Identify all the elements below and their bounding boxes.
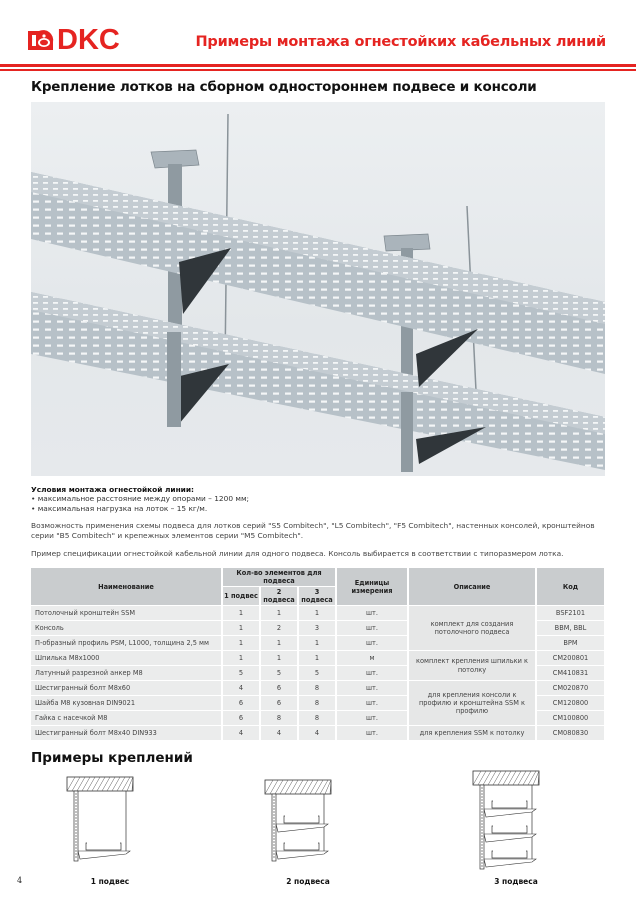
cable-tray	[492, 826, 527, 833]
page-number: 4	[17, 876, 23, 885]
table-row	[31, 651, 604, 665]
cell-name: Шестигранный болт M8x60	[31, 681, 221, 695]
cell-code: CM100800	[537, 711, 604, 725]
cell-name: П-образный профиль PSM, L1000, толщина 2,5 мм	[31, 636, 221, 650]
condition-item: • максимальное расстояние между опорами – 1200 мм;	[31, 494, 250, 504]
console	[416, 329, 478, 387]
table-header-row	[31, 568, 604, 586]
logo-emblem-icon	[27, 28, 55, 52]
section-title: Крепление лотков на сборном одностороннем подвесе и консоли	[31, 79, 537, 95]
cell-code: CM120800	[537, 696, 604, 710]
cell-name: Потолочный кронштейн SSM	[31, 606, 221, 620]
col-header-units: Единицы измерения	[337, 568, 407, 605]
cable-tray	[492, 801, 527, 808]
cell-description: для крепления консоли к профилю и кронштейна SSM к профилю	[409, 681, 535, 725]
diagram-label: 2 подвеса	[286, 877, 330, 887]
cell-qty3: 1	[299, 606, 335, 620]
cell-code: BSF2101	[537, 606, 604, 620]
cell-qty2: 6	[261, 681, 297, 695]
cell-qty3: 8	[299, 711, 335, 725]
diagram-label: 1 подвес	[90, 877, 130, 887]
cell-qty1: 1	[223, 636, 259, 650]
examples-diagrams	[31, 769, 606, 889]
profile	[167, 332, 181, 427]
console	[484, 859, 536, 867]
suspension-diagram-2	[258, 773, 358, 873]
col-header-code: Код	[537, 568, 604, 605]
cable-tray	[86, 843, 121, 850]
cell-qty2: 5	[261, 666, 297, 680]
table-row	[31, 606, 604, 620]
cell-qty3: 5	[299, 666, 335, 680]
installation-conditions	[31, 485, 606, 513]
cell-qty2: 2	[261, 621, 297, 635]
cell-qty1: 1	[223, 651, 259, 665]
cell-qty1: 4	[223, 726, 259, 740]
dkc-logo	[27, 24, 147, 56]
cell-qty1: 1	[223, 621, 259, 635]
cable-tray	[284, 816, 319, 823]
condition-item: • максимальная нагрузка на лоток – 15 кг/м.	[31, 503, 208, 513]
cell-code: CM200801	[537, 651, 604, 665]
table-row	[31, 681, 604, 695]
cell-qty3: 4	[299, 726, 335, 740]
cable-tray	[284, 843, 319, 850]
page-header-title: Примеры монтажа огнестойких кабельных линий	[195, 34, 606, 50]
cell-unit: шт.	[337, 726, 407, 740]
diagram-3-suspension	[466, 769, 566, 887]
col-header-description: Описание	[409, 568, 535, 605]
cell-name: Шайба M8 кузовная DIN9021	[31, 696, 221, 710]
cell-name: Шестигранный болт M8x40 DIN933	[31, 726, 221, 740]
specification-table	[29, 567, 606, 741]
cell-qty2: 8	[261, 711, 297, 725]
cell-name: Консоль	[31, 621, 221, 635]
cell-unit: шт.	[337, 666, 407, 680]
cable-tray	[492, 851, 527, 858]
col-header-qty-group: Кол-во элементов для подвеса	[223, 568, 335, 586]
cell-name: Латунный разрезной анкер M8	[31, 666, 221, 680]
cell-name: Шпилька M8x1000	[31, 651, 221, 665]
diagram-1-suspension	[60, 773, 160, 887]
diagram-2-suspension	[258, 773, 358, 887]
col-header-name: Наименование	[31, 568, 221, 605]
applicability-paragraph: Возможность применения схемы подвеса для лотков серий "S5 Combitech", "L5 Combitech", "F5 Combitech", настенных консолей, кронштейнов серии "B5 Combitech" и крепежных элементов серии "M5 Combitech".	[31, 521, 595, 541]
cell-qty3: 8	[299, 696, 335, 710]
cell-qty1: 5	[223, 666, 259, 680]
col-header-qty3: 3 подвеса	[299, 587, 335, 605]
header-rule	[0, 64, 636, 67]
examples-title: Примеры креплений	[31, 750, 193, 767]
cable-tray-illustration	[31, 102, 605, 476]
header-rule-thin	[0, 69, 636, 71]
cell-unit: шт.	[337, 711, 407, 725]
console	[484, 809, 536, 817]
cell-qty2: 1	[261, 651, 297, 665]
cell-unit: шт.	[337, 636, 407, 650]
cell-qty3: 3	[299, 621, 335, 635]
cell-unit: шт.	[337, 696, 407, 710]
col-header-qty2: 2 подвеса	[261, 587, 297, 605]
profile	[401, 392, 413, 472]
cell-code: BBM, BBL	[537, 621, 604, 635]
cell-qty1: 6	[223, 696, 259, 710]
cell-qty1: 1	[223, 606, 259, 620]
table-row	[31, 726, 604, 740]
content-column	[31, 485, 606, 889]
cell-unit: шт.	[337, 621, 407, 635]
cell-qty1: 4	[223, 681, 259, 695]
specification-intro: Пример спецификации огнестойкой кабельной линии для одного подвеса. Консоль выбирается в соответствии с типоразмером лотка.	[31, 549, 564, 559]
cell-qty2: 4	[261, 726, 297, 740]
cell-qty2: 6	[261, 696, 297, 710]
cell-code: BPM	[537, 636, 604, 650]
cell-qty2: 1	[261, 636, 297, 650]
cell-qty3: 1	[299, 636, 335, 650]
console	[78, 851, 130, 859]
cell-name: Гайка с насечкой M8	[31, 711, 221, 725]
cell-description: для крепления SSM к потолку	[409, 726, 535, 740]
diagram-label: 3 подвеса	[494, 877, 538, 887]
logo-text: DKC	[57, 24, 120, 56]
installation-photo	[31, 102, 605, 476]
col-header-qty1: 1 подвес	[223, 587, 259, 605]
cell-description: комплект для создания потолочного подвеса	[409, 606, 535, 650]
cell-description: комплект крепления шпильки к потолку	[409, 651, 535, 680]
cell-qty3: 1	[299, 651, 335, 665]
cell-code: CM080830	[537, 726, 604, 740]
conditions-title: Условия монтажа огнестойкой линии:	[31, 485, 194, 494]
cell-unit: м	[337, 651, 407, 665]
cell-qty2: 1	[261, 606, 297, 620]
console	[276, 851, 328, 859]
profile	[74, 791, 78, 861]
cell-qty1: 6	[223, 711, 259, 725]
console	[484, 834, 536, 842]
cell-qty3: 8	[299, 681, 335, 695]
cell-unit: шт.	[337, 606, 407, 620]
cell-unit: шт.	[337, 681, 407, 695]
specification-table-body	[31, 606, 604, 740]
console	[276, 824, 328, 832]
suspension-diagram-3	[466, 769, 566, 873]
cell-code: CM020870	[537, 681, 604, 695]
suspension-diagram-1	[60, 773, 160, 873]
cell-code: CM410831	[537, 666, 604, 680]
